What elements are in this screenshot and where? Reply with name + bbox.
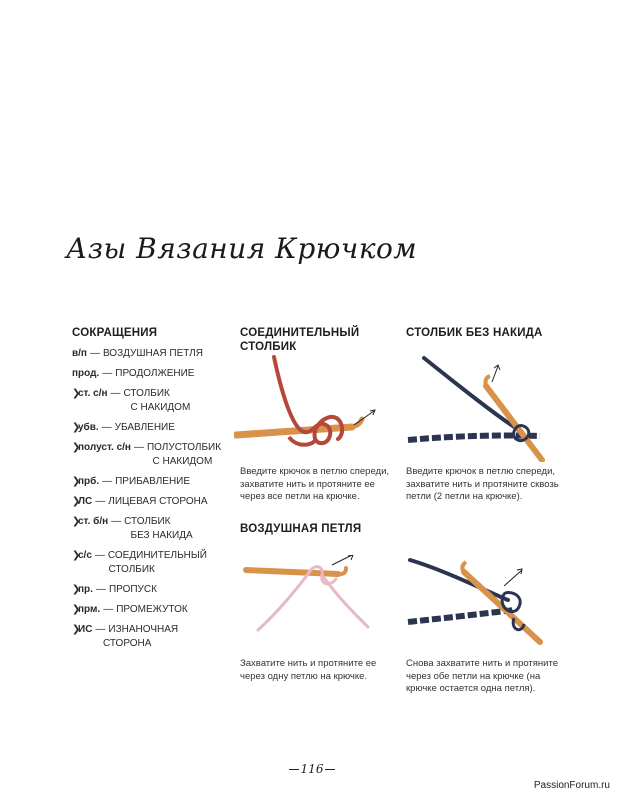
crochet-hook (486, 386, 542, 460)
dash: — (94, 550, 105, 561)
abbreviation-text (72, 367, 237, 381)
abbreviation-item (72, 623, 237, 651)
abbreviation-text (78, 603, 237, 617)
single-crochet-step2-illustration (404, 550, 564, 650)
navy-yarn (424, 358, 522, 432)
abbreviation-key: прм. (78, 604, 101, 615)
abbreviation-meaning-cont: СТОРОНА (103, 638, 152, 649)
dash: — (102, 368, 113, 379)
abbreviation-text (78, 495, 237, 509)
abbreviation-meaning: ВОЗДУШНАЯ ПЕТЛЯ (102, 348, 203, 359)
abbreviations-list (72, 347, 237, 657)
abbreviation-text (78, 583, 237, 597)
watermark: PassionForum.ru (533, 780, 610, 791)
bullet-icon: ❯ (72, 476, 81, 487)
crochet-hook (246, 570, 338, 574)
abbreviation-item (72, 583, 237, 597)
dash: — (111, 516, 122, 527)
bullet-icon: ❯ (72, 604, 81, 615)
abbreviation-item (72, 367, 237, 381)
abbreviation-text (78, 515, 237, 543)
single-crochet-heading: СТОЛБИК БЕЗ НАКИДА (406, 327, 543, 339)
abbreviation-key: ст. б/н (78, 516, 109, 527)
abbreviation-meaning: ПРИБАВЛЕНИЕ (115, 476, 191, 487)
bullet-icon: ❯ (72, 422, 81, 433)
navy-chain-base (408, 610, 514, 622)
bullet-icon: ❯ (72, 584, 81, 595)
dash: — (95, 584, 106, 595)
abbreviation-text (78, 623, 237, 651)
abbreviation-meaning-cont: СТОЛБИК (108, 564, 155, 575)
abbreviation-item (72, 495, 237, 509)
dash: — (95, 496, 106, 507)
abbreviations-heading: СОКРАЩЕНИЯ (72, 327, 158, 339)
chain-illustration (240, 555, 390, 645)
abbreviation-text (78, 475, 237, 489)
abbreviation-meaning: УБАВЛЕНИЕ (114, 422, 175, 433)
abbreviation-text (78, 387, 237, 415)
slip-stitch-illustration (234, 355, 394, 460)
abbreviation-key: прод. (72, 368, 100, 379)
abbreviation-item (72, 421, 237, 435)
bullet-icon: ❯ (72, 496, 81, 507)
hook-tip (338, 568, 346, 574)
slip-stitch-heading: СОЕДИНИТЕЛЬНЫЙ СТОЛБИК (240, 327, 360, 353)
abbreviation-text (78, 441, 237, 469)
abbreviation-meaning: СТОЛБИК (124, 516, 171, 527)
abbreviation-meaning: ПРОМЕЖУТОК (116, 604, 188, 615)
abbreviation-key: ИС (78, 624, 93, 635)
footer-rule-left (289, 769, 299, 770)
abbreviation-meaning: СТОЛБИК (123, 388, 170, 399)
dash: — (101, 422, 112, 433)
footer-rule-right (325, 769, 335, 770)
abbreviation-key: в/п (72, 348, 87, 359)
abbreviation-key: прб. (78, 476, 100, 487)
abbreviation-meaning: СОЕДИНИТЕЛЬНЫЙ (107, 550, 207, 561)
chain-heading: ВОЗДУШНАЯ ПЕТЛЯ (240, 523, 362, 535)
abbreviation-key: убв. (78, 422, 99, 433)
abbreviation-item (72, 441, 237, 469)
abbreviation-meaning-cont: С НАКИДОМ (152, 456, 213, 467)
dash: — (133, 442, 144, 453)
abbreviation-key: ЛС (78, 496, 93, 507)
dash: — (103, 604, 114, 615)
bullet-icon: ❯ (72, 624, 81, 635)
slip-stitch-caption: Введите крючок в петлю спереди, захватите нить и протяните ее через все петли на крючке. (240, 466, 390, 502)
arrow-line (332, 555, 352, 565)
crochet-hook (464, 572, 540, 642)
bullet-icon: ❯ (72, 550, 81, 561)
abbreviation-meaning: ЛИЦЕВАЯ СТОРОНА (108, 496, 208, 507)
bullet-icon: ❯ (72, 516, 81, 527)
abbreviation-meaning: ПРОДОЛЖЕНИЕ (115, 368, 195, 379)
abbreviation-item (72, 347, 237, 361)
crochet-hook (236, 427, 352, 435)
abbreviation-key: ст. с/н (78, 388, 108, 399)
abbreviation-item (72, 387, 237, 415)
arrow-line (492, 366, 498, 382)
abbreviation-key: пр. (78, 584, 93, 595)
abbreviation-meaning: ИЗНАНОЧНАЯ (108, 624, 179, 635)
abbreviation-meaning: ПРОПУСК (108, 584, 157, 595)
abbreviation-item (72, 475, 237, 489)
abbreviation-text (78, 421, 237, 435)
abbreviation-text (72, 347, 237, 361)
dash: — (102, 476, 113, 487)
abbreviation-meaning-cont: БЕЗ НАКИДА (130, 530, 193, 541)
single-crochet-caption-2: Снова захватите нить и протяните через обе петли на крючке (на крючке остается одна петля). (406, 658, 558, 694)
chain-caption: Захватите нить и протяните ее через одну петлю на крючке. (240, 658, 377, 682)
arrow-line (504, 570, 522, 586)
bullet-icon: ❯ (72, 388, 81, 399)
page-number (0, 762, 624, 776)
dash: — (89, 348, 100, 359)
single-crochet-caption-1: Введите крючок в петлю спереди, захватите нить и протяните сквозь петли (2 петли на крючке). (406, 466, 559, 502)
abbreviation-meaning: ПОЛУСТОЛБИК (146, 442, 222, 453)
red-loop (289, 437, 316, 445)
dash: — (110, 388, 121, 399)
abbreviation-meaning-cont: С НАКИДОМ (130, 402, 191, 413)
abbreviation-item (72, 549, 237, 577)
abbreviation-item (72, 603, 237, 617)
arrow-line (354, 411, 374, 425)
dash: — (95, 624, 106, 635)
bullet-icon: ❯ (72, 442, 81, 453)
pink-yarn-tail (322, 575, 368, 627)
arrow-head-icon (348, 555, 353, 560)
abbreviation-key: с/с (78, 550, 92, 561)
page-title: Азы Вязания Крючком (66, 232, 418, 265)
single-crochet-step1-illustration (404, 352, 564, 462)
abbreviation-key: полуст. с/н (78, 442, 131, 453)
abbreviation-text (78, 549, 237, 577)
abbreviation-item (72, 515, 237, 543)
navy-yarn (410, 560, 508, 600)
page-number-text: 116 (300, 762, 324, 776)
